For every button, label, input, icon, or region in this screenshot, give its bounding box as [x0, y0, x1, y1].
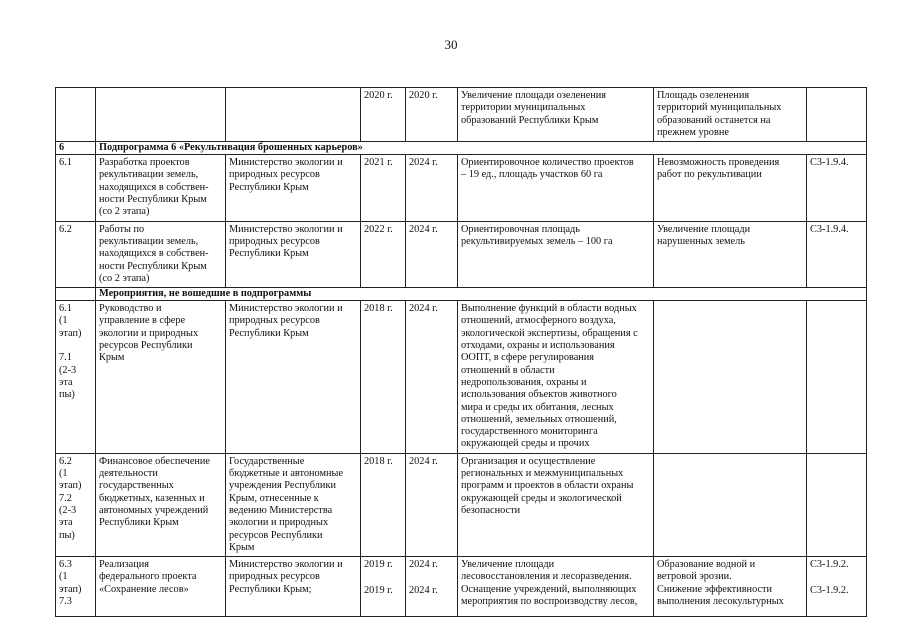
cell-name — [96, 221, 226, 287]
cell-text: рекультивации земель, — [99, 235, 199, 247]
cell-text: 7.3 — [59, 595, 72, 607]
cell-text: Ориентировочная площадь — [461, 223, 580, 235]
cell-text: 6.2 — [59, 455, 72, 467]
cell-text: 2024 г. — [409, 585, 438, 597]
cell-start-year — [361, 557, 406, 617]
cell-text: Республики Крым — [229, 181, 309, 193]
cell-text: деятельности — [99, 468, 158, 480]
cell-name — [96, 155, 226, 221]
cell-text: 2018 г. — [364, 303, 393, 315]
cell-name — [96, 88, 226, 142]
cell-text: государственного мониторинга — [461, 426, 598, 438]
cell-consequence — [654, 88, 807, 142]
cell-text: 2024 г. — [409, 157, 438, 169]
cell-number — [56, 155, 96, 221]
cell-text: 2024 г. — [409, 223, 438, 235]
cell-link — [807, 88, 867, 142]
cell-text: учреждения Республики — [229, 480, 336, 492]
cell-text: ности Республики Крым — [99, 194, 207, 206]
cell-executor — [226, 557, 361, 617]
cell-executor — [226, 453, 361, 556]
cell-text: 6.3 — [59, 559, 72, 571]
table-row — [56, 557, 867, 617]
cell-text: 2024 г. — [409, 303, 438, 315]
table-row — [56, 155, 867, 221]
cell-number — [56, 453, 96, 556]
cell-text: Увеличение площади озеленения — [461, 90, 607, 101]
cell-number — [56, 301, 96, 454]
cell-text: 2022 г. — [364, 223, 393, 235]
cell-link — [807, 301, 867, 454]
cell-consequence — [654, 301, 807, 454]
cell-text: ности Республики Крым — [99, 260, 207, 272]
cell-text: 2018 г. — [364, 455, 393, 467]
table-row — [56, 453, 867, 556]
cell-text: использования объектов животного — [461, 389, 617, 401]
cell-text: экологической экспертизы, обращения с — [461, 327, 638, 339]
cell-number — [56, 88, 96, 142]
cell-start-year — [361, 88, 406, 142]
cell-text: С3-1.9.4. — [810, 157, 849, 169]
cell-text: нарушенных земель — [657, 235, 745, 247]
cell-text: Снижение эффективности — [657, 583, 773, 595]
cell-text: ресурсов Республики — [99, 340, 193, 352]
cell-text: выполнения лесокультурных — [657, 595, 784, 607]
cell-executor — [226, 155, 361, 221]
cell-text: Невозможность проведения — [657, 157, 780, 169]
cell-text: прежнем уровне — [657, 126, 729, 138]
cell-executor — [226, 221, 361, 287]
cell-text: 2019 г. — [364, 559, 393, 571]
cell-text: территории муниципальных — [461, 102, 586, 114]
cell-text: Увеличение площади — [461, 559, 555, 571]
cell-text: окружающей среды и экологической — [461, 492, 622, 504]
cell-text: Республики Крым — [229, 327, 309, 339]
cell-text: природных ресурсов — [229, 235, 320, 247]
cell-text: (1 — [59, 571, 68, 583]
cell-text: (1 — [59, 468, 68, 480]
cell-text: Республики Крым — [229, 248, 309, 260]
table-row — [56, 88, 867, 142]
cell-start-year — [361, 155, 406, 221]
cell-start-year — [361, 301, 406, 454]
cell-expected-result — [458, 453, 654, 556]
cell-text: (2-3 — [59, 504, 77, 516]
cell-link — [807, 453, 867, 556]
cell-text: Выполнение функций в области водных — [461, 303, 637, 315]
cell-text: Работы по — [99, 223, 145, 235]
cell-text: Республики Крым; — [229, 583, 312, 595]
cell-text — [59, 340, 92, 352]
cell-text: региональных и межмуниципальных — [461, 468, 624, 480]
cell-executor — [226, 301, 361, 454]
cell-text: Крым — [99, 352, 125, 364]
cell-text: Республики Крым — [99, 517, 179, 529]
cell-text: 6.2 — [59, 223, 72, 235]
cell-link — [807, 155, 867, 221]
cell-end-year — [406, 453, 458, 556]
cell-text: экологии и природных — [229, 517, 329, 529]
cell-text: территорий муниципальных — [657, 102, 782, 114]
cell-text: работ по рекультивации — [657, 169, 762, 181]
cell-text: недропользования, охраны и — [461, 376, 587, 388]
cell-text: бюджетные и автономные — [229, 468, 344, 480]
section-title: Подпрограмма 6 «Рекультивация брошенных карьеров» — [96, 142, 867, 155]
cell-text: федерального проекта — [99, 571, 197, 583]
cell-expected-result — [458, 221, 654, 287]
cell-text: Увеличение площади — [657, 223, 751, 235]
cell-text: ветровой эрозии. — [657, 571, 732, 583]
cell-text: пы) — [59, 389, 75, 401]
cell-text: Образование водной и — [657, 559, 756, 571]
cell-text: Министерство экологии и — [229, 223, 343, 235]
cell-text: программ и проектов в области охраны — [461, 480, 634, 492]
cell-text: мира и среды их обитания, лесных — [461, 401, 614, 413]
cell-end-year — [406, 221, 458, 287]
cell-text: окружающей среды и прочих — [461, 438, 590, 450]
cell-text: экологии и природных — [99, 327, 199, 339]
cell-text: С3-1.9.2. — [810, 585, 849, 597]
cell-text: Руководство и — [99, 303, 162, 315]
cell-text: 7.2 — [59, 492, 72, 504]
cell-text: 6.1 — [59, 157, 72, 169]
cell-text: ООПТ, в сфере регулирования — [461, 352, 595, 364]
cell-text: этап) — [59, 583, 82, 595]
cell-text: Разработка проектов — [99, 157, 190, 169]
cell-text: отношений в области — [461, 364, 555, 376]
cell-text: безопасности — [461, 504, 521, 516]
cell-executor — [226, 88, 361, 142]
cell-text: (со 2 этапа) — [99, 272, 150, 284]
cell-text: «Сохранение лесов» — [99, 583, 189, 595]
cell-text: находящихся в собствен- — [99, 181, 209, 193]
cell-text: Министерство экологии и — [229, 303, 343, 315]
cell-text: природных ресурсов — [229, 315, 320, 327]
cell-text: – 19 ед., площадь участков 60 га — [461, 169, 603, 181]
cell-text: пы) — [59, 529, 75, 541]
cell-expected-result — [458, 301, 654, 454]
cell-name — [96, 453, 226, 556]
section-row — [56, 142, 867, 155]
cell-text: эта — [59, 517, 73, 529]
cell-text: Оснащение учреждений, выполняющих — [461, 583, 637, 595]
cell-expected-result — [458, 557, 654, 617]
cell-start-year — [361, 453, 406, 556]
cell-consequence — [654, 557, 807, 617]
cell-text: рекультивации земель, — [99, 169, 199, 181]
cell-text: ресурсов Республики — [229, 529, 323, 541]
cell-text: находящихся в собствен- — [99, 248, 209, 260]
cell-text: бюджетных, казенных и — [99, 492, 205, 504]
cell-end-year — [406, 301, 458, 454]
section-number: 6 — [56, 142, 96, 155]
cell-text: Государственные — [229, 455, 305, 467]
cell-name — [96, 557, 226, 617]
table-row — [56, 221, 867, 287]
cell-text: (со 2 этапа) — [99, 206, 150, 218]
cell-text: природных ресурсов — [229, 571, 320, 583]
cell-end-year — [406, 155, 458, 221]
cell-text: 2020 г. — [364, 90, 393, 101]
section-number — [56, 288, 96, 301]
cell-text: Ориентировочное количество проектов — [461, 157, 634, 169]
cell-text: Министерство экологии и — [229, 559, 343, 571]
cell-number — [56, 557, 96, 617]
cell-text: Крым — [229, 541, 255, 553]
page-number: 30 — [444, 37, 458, 52]
cell-text: образований останется на — [657, 114, 771, 126]
cell-name — [96, 301, 226, 454]
cell-text: Реализация — [99, 559, 149, 571]
cell-link — [807, 221, 867, 287]
section-title: Мероприятия, не вошедшие в подпрограммы — [96, 288, 867, 301]
cell-text: 2019 г. — [364, 585, 393, 597]
cell-link — [807, 557, 867, 617]
cell-text: 7.1 — [59, 352, 72, 364]
table-row — [56, 301, 867, 454]
cell-text: Организация и осуществление — [461, 455, 596, 467]
cell-text: 6.1 — [59, 303, 72, 315]
cell-text: отходами, охраны и использования — [461, 340, 615, 352]
cell-text: (1 — [59, 315, 68, 327]
cell-text: природных ресурсов — [229, 169, 320, 181]
cell-text: С3-1.9.2. — [810, 559, 849, 571]
cell-text: (2-3 — [59, 364, 77, 376]
cell-text: ведению Министерства — [229, 504, 333, 516]
cell-text: этап) — [59, 480, 82, 492]
cell-text: управление в сфере — [99, 315, 186, 327]
cell-text: отношений, земельных отношений, — [461, 413, 617, 425]
cell-consequence — [654, 453, 807, 556]
cell-text: С3-1.9.4. — [810, 223, 849, 235]
cell-text: 2024 г. — [409, 455, 438, 467]
cell-expected-result — [458, 155, 654, 221]
cell-text: 2020 г. — [409, 90, 438, 101]
cell-text: 2024 г. — [409, 559, 438, 571]
cell-text: Министерство экологии и — [229, 157, 343, 169]
cell-text: мероприятия по воспроизводству лесов, — [461, 595, 638, 607]
cell-text: лесовосстановления и лесоразведения. — [461, 571, 632, 583]
cell-text: автономных учреждений — [99, 504, 209, 516]
cell-text: Площадь озеленения — [657, 90, 750, 101]
cell-text: Крым, отнесенные к — [229, 492, 319, 504]
cell-text: этап) — [59, 327, 82, 339]
cell-text: 2021 г. — [364, 157, 393, 169]
cell-number — [56, 221, 96, 287]
table-body — [56, 88, 867, 617]
cell-text: образований Республики Крым — [461, 114, 599, 126]
cell-expected-result — [458, 88, 654, 142]
section-row — [56, 288, 867, 301]
cell-text: рекультивируемых земель – 100 га — [461, 235, 613, 247]
cell-end-year — [406, 557, 458, 617]
cell-text: отношений, атмосферного воздуха, — [461, 315, 616, 327]
cell-end-year — [406, 88, 458, 142]
cell-text: эта — [59, 376, 73, 388]
cell-start-year — [361, 221, 406, 287]
cell-text: государственных — [99, 480, 174, 492]
measures-table — [55, 87, 867, 617]
cell-consequence — [654, 155, 807, 221]
cell-consequence — [654, 221, 807, 287]
cell-text: Финансовое обеспечение — [99, 455, 210, 467]
